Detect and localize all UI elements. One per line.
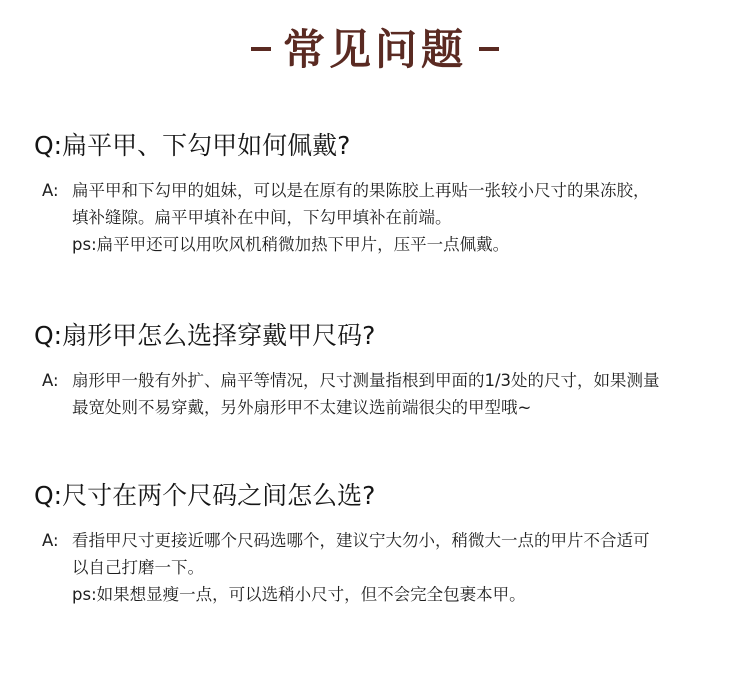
faq-item-fan-nail <box>34 320 734 421</box>
faq-question: Q:扁平甲、下勾甲如何佩戴? <box>34 131 351 160</box>
answer-line: 填补缝隙。扁平甲填补在中间，下勾甲填补在前端。 <box>72 208 452 227</box>
title-dash-left <box>251 47 271 51</box>
faq-item-size-between <box>34 480 734 608</box>
page-header <box>0 12 750 82</box>
answer-line: ps:如果想显瘦一点，可以选稍小尺寸，但不会完全包裹本甲。 <box>72 585 526 604</box>
answer-line: 以自己打磨一下。 <box>72 558 204 577</box>
answer-line: 最宽处则不易穿戴，另外扇形甲不太建议选前端很尖的甲型哦~ <box>72 398 532 417</box>
answer-line: ps:扁平甲还可以用吹风机稍微加热下甲片，压平一点佩戴。 <box>72 235 510 254</box>
answer-prefix: A: <box>42 371 59 390</box>
answer-line: 扁平甲和下勾甲的姐妹，可以是在原有的果陈胶上再贴一张较小尺寸的果冻胶， <box>72 181 650 200</box>
faq-answer <box>34 367 734 421</box>
faq-question: Q:扇形甲怎么选择穿戴甲尺码? <box>34 321 376 350</box>
faq-answer <box>34 177 734 258</box>
answer-line: 看指甲尺寸更接近哪个尺码选哪个，建议宁大勿小，稍微大一点的甲片不合适可 <box>72 531 650 550</box>
answer-text <box>72 367 734 421</box>
title-dash-right <box>479 47 499 51</box>
faq-item-flat-nail <box>34 130 734 258</box>
answer-prefix: A: <box>42 181 59 200</box>
answer-line: 扇形甲一般有外扩、扁平等情况，尺寸测量指根到甲面的1/3处的尺寸，如果测量 <box>72 371 660 390</box>
answer-text <box>72 177 734 258</box>
answer-text <box>72 527 734 608</box>
faq-question: Q:尺寸在两个尺码之间怎么选? <box>34 481 376 510</box>
answer-prefix: A: <box>42 531 59 550</box>
page-title: 常见问题 <box>282 25 467 74</box>
faq-answer <box>34 527 734 608</box>
